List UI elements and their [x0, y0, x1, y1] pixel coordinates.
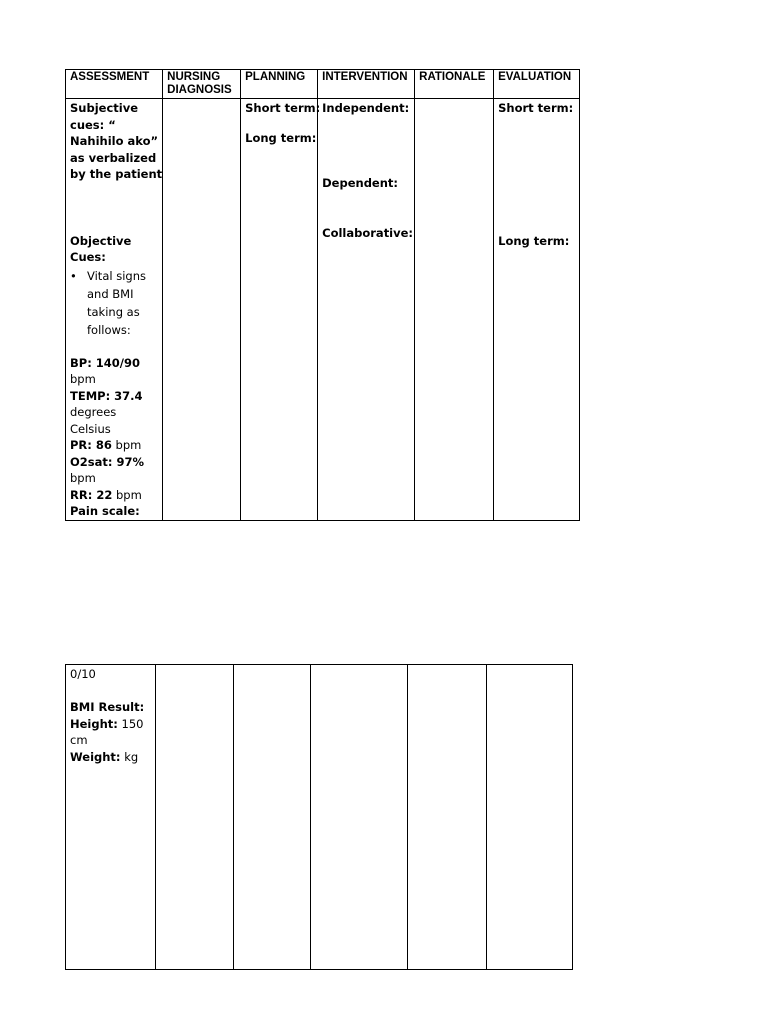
- continued-row: [66, 665, 573, 970]
- bp-unit: bpm: [70, 372, 96, 386]
- weight-value: Weight: kg: [70, 749, 139, 764]
- evaluation-continued-cell: [487, 665, 573, 970]
- intervention-dependent-label: Dependent:: [322, 176, 399, 190]
- pain-scale-label: Pain scale:: [70, 504, 140, 518]
- intervention-continued-cell: [311, 665, 408, 970]
- pr-value: PR: 86 bpm: [70, 438, 142, 452]
- rr-value: RR: 22 bpm: [70, 487, 142, 502]
- header-nursing-diagnosis: NURSING DIAGNOSIS: [163, 70, 241, 99]
- intervention-independent-label: Independent:: [322, 101, 410, 115]
- subjective-cues: Subjective cues: “ Nahihilo ako” as verbalized by the patient: [70, 101, 163, 181]
- intervention-cell: [318, 99, 415, 521]
- bullet-vital-signs: • Vital signs and BMI taking as follows:: [70, 268, 146, 337]
- header-evaluation: EVALUATION: [494, 70, 580, 99]
- bullet-icon: •: [70, 268, 77, 283]
- evaluation-long-term-label: Long term:: [498, 234, 570, 248]
- body-row: [66, 99, 580, 521]
- header-row: [66, 70, 580, 99]
- evaluation-cell: [494, 99, 580, 521]
- care-plan-table-page1: [65, 69, 580, 521]
- header-assessment: ASSESSMENT: [66, 70, 163, 99]
- pain-scale-value: 0/10: [70, 667, 96, 681]
- header-rationale: RATIONALE: [415, 70, 494, 99]
- assessment-continued-cell: 0/10 BMI Result: Height: 150 cm Weight: kg: [66, 665, 156, 970]
- planning-cell: [241, 99, 321, 521]
- temp-value: TEMP: 37.4: [70, 388, 143, 403]
- height-value: Height: 150: [70, 716, 144, 731]
- intervention-collaborative-label: Collaborative:: [322, 226, 414, 240]
- bp-value: BP: 140/90: [70, 355, 141, 370]
- rationale-cell: [415, 99, 494, 521]
- vital-signs-list: BP: 140/90 bpm TEMP: 37.4 degrees Celsius PR: 86 bpm O2sat: 97% bpm RR: 22 bpm Pain scale:: [70, 355, 162, 520]
- header-intervention: INTERVENTION: [318, 70, 415, 99]
- planning-short-term-label: Short term:: [245, 101, 321, 115]
- planning-continued-cell: [234, 665, 311, 970]
- planning-long-term-label: Long term:: [245, 131, 317, 145]
- nursing-diagnosis-cell: [163, 99, 241, 521]
- rationale-continued-cell: [408, 665, 487, 970]
- bmi-result-label: BMI Result:: [70, 700, 145, 714]
- assessment-cell: [66, 99, 163, 521]
- o2sat-value: O2sat: 97%: [70, 454, 145, 469]
- care-plan-table-page2: [65, 664, 573, 970]
- evaluation-short-term-label: Short term:: [498, 101, 574, 115]
- objective-cues: Objective Cues:: [70, 233, 132, 264]
- header-planning: PLANNING: [241, 70, 318, 99]
- nursing-diagnosis-continued-cell: [156, 665, 234, 970]
